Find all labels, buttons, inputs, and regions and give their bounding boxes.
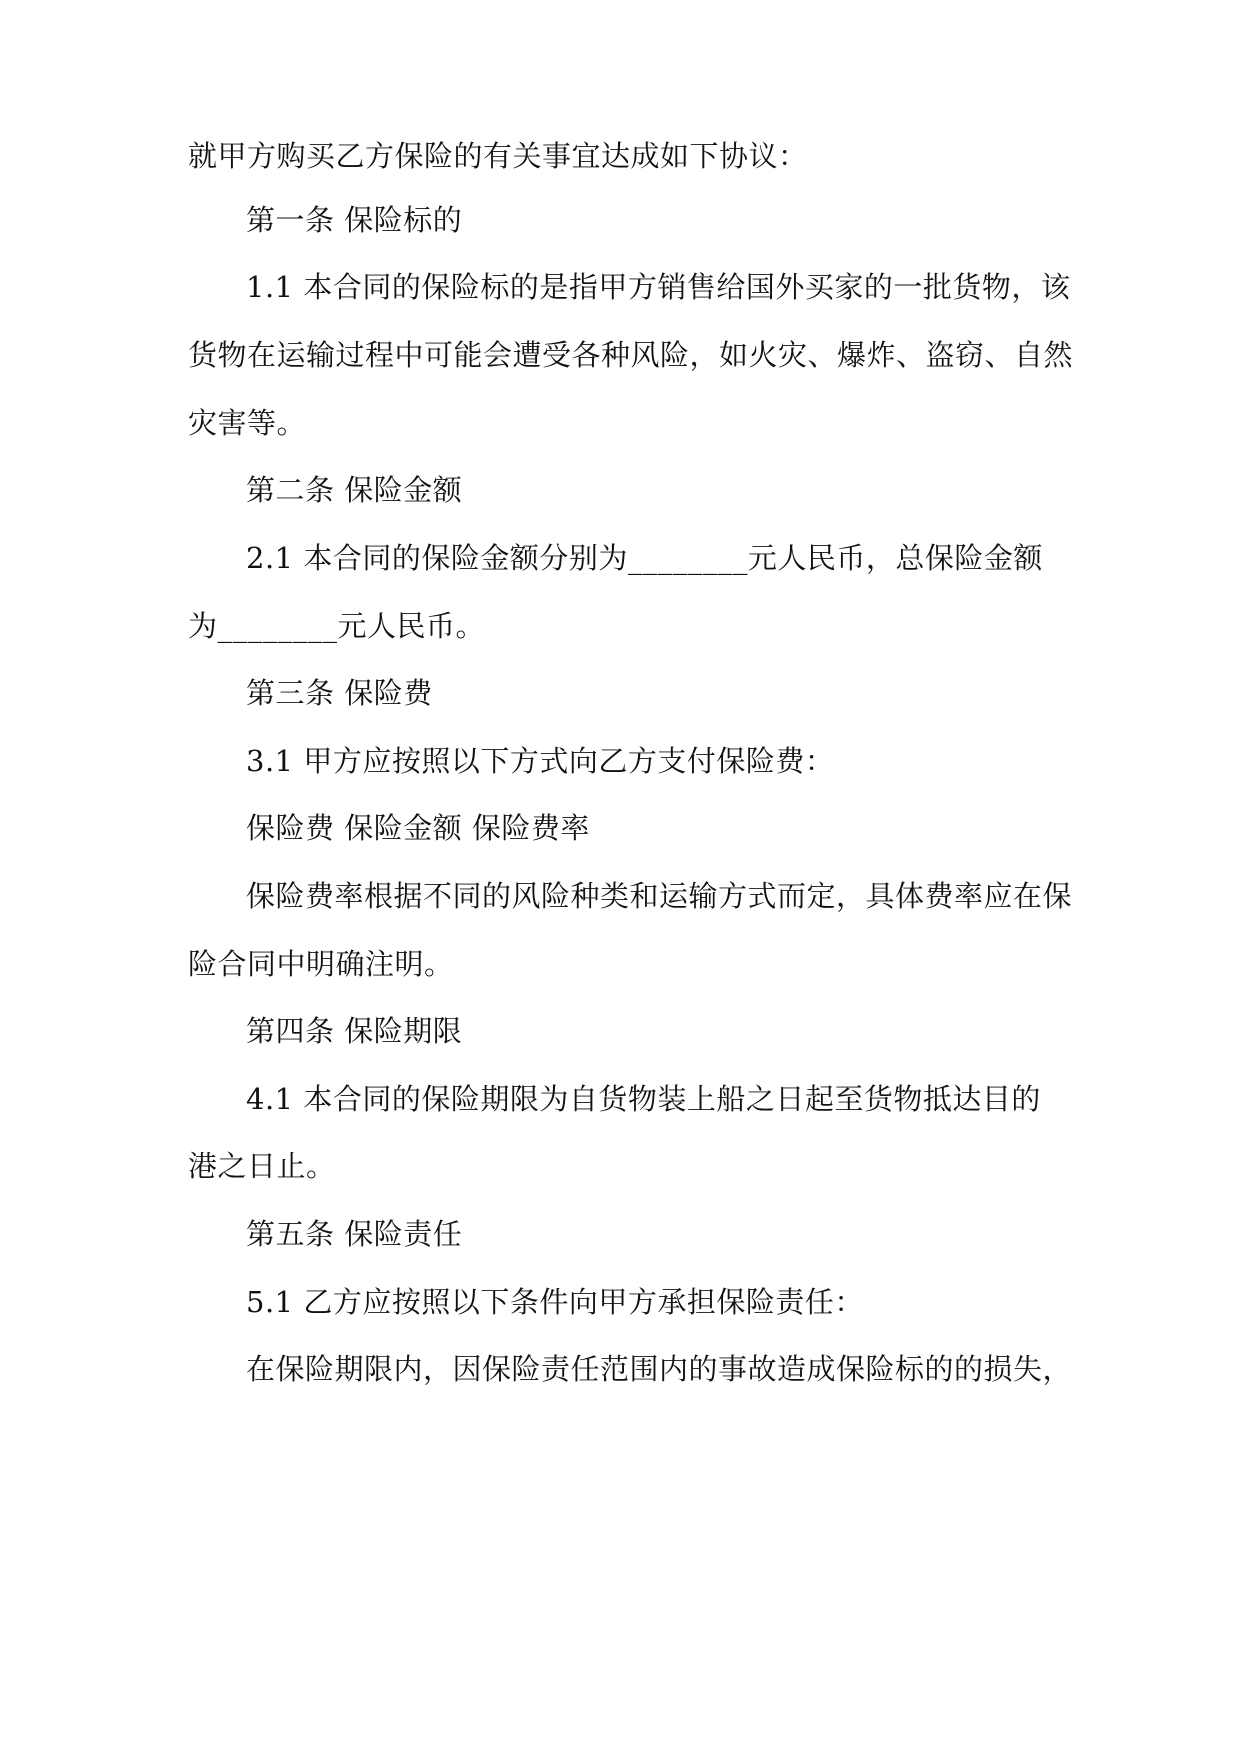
clause-5-1-line-2: 在保险期限内，因保险责任范围内的事故造成保险标的的损失，: [246, 1352, 1073, 1386]
clause-5-1-line-1: 5.1 乙方应按照以下条件向甲方承担保险责任：: [246, 1285, 864, 1319]
article-1-heading: 第一条 保险标的: [246, 203, 463, 237]
document-page: [188, 0, 1074, 1754]
article-5-heading: 第五条 保险责任: [246, 1217, 463, 1251]
clause-4-1-line-1: 4.1 本合同的保险期限为自货物装上船之日起至货物抵达目的: [246, 1082, 1041, 1116]
clause-3-1-line-1: 3.1 甲方应按照以下方式向乙方支付保险费：: [246, 744, 835, 778]
article-2-heading: 第二条 保险金额: [246, 473, 463, 507]
clause-1-1-line-2: 货物在运输过程中可能会遭受各种风险，如火灾、爆炸、盗窃、自然: [188, 338, 1074, 372]
clause-2-1-line-1: 2.1 本合同的保险金额分别为________元人民币，总保险金额: [246, 541, 1043, 575]
article-4-heading: 第四条 保险期限: [246, 1014, 463, 1048]
article-3-heading: 第三条 保险费: [246, 676, 433, 710]
premium-rate-line-2: 险合同中明确注明。: [188, 947, 454, 981]
clause-2-1-line-2: 为________元人民币。: [188, 609, 486, 643]
clause-1-1-line-1: 1.1 本合同的保险标的是指甲方销售给国外买家的一批货物，该: [246, 270, 1071, 304]
clause-4-1-line-2: 港之日止。: [188, 1149, 336, 1183]
premium-formula-line: 保险费 保险金额 保险费率: [246, 811, 590, 845]
clause-1-1-line-3: 灾害等。: [188, 406, 307, 440]
intro-line: 就甲方购买乙方保险的有关事宜达成如下协议：: [188, 139, 808, 173]
premium-rate-line-1: 保险费率根据不同的风险种类和运输方式而定，具体费率应在保: [246, 879, 1073, 913]
